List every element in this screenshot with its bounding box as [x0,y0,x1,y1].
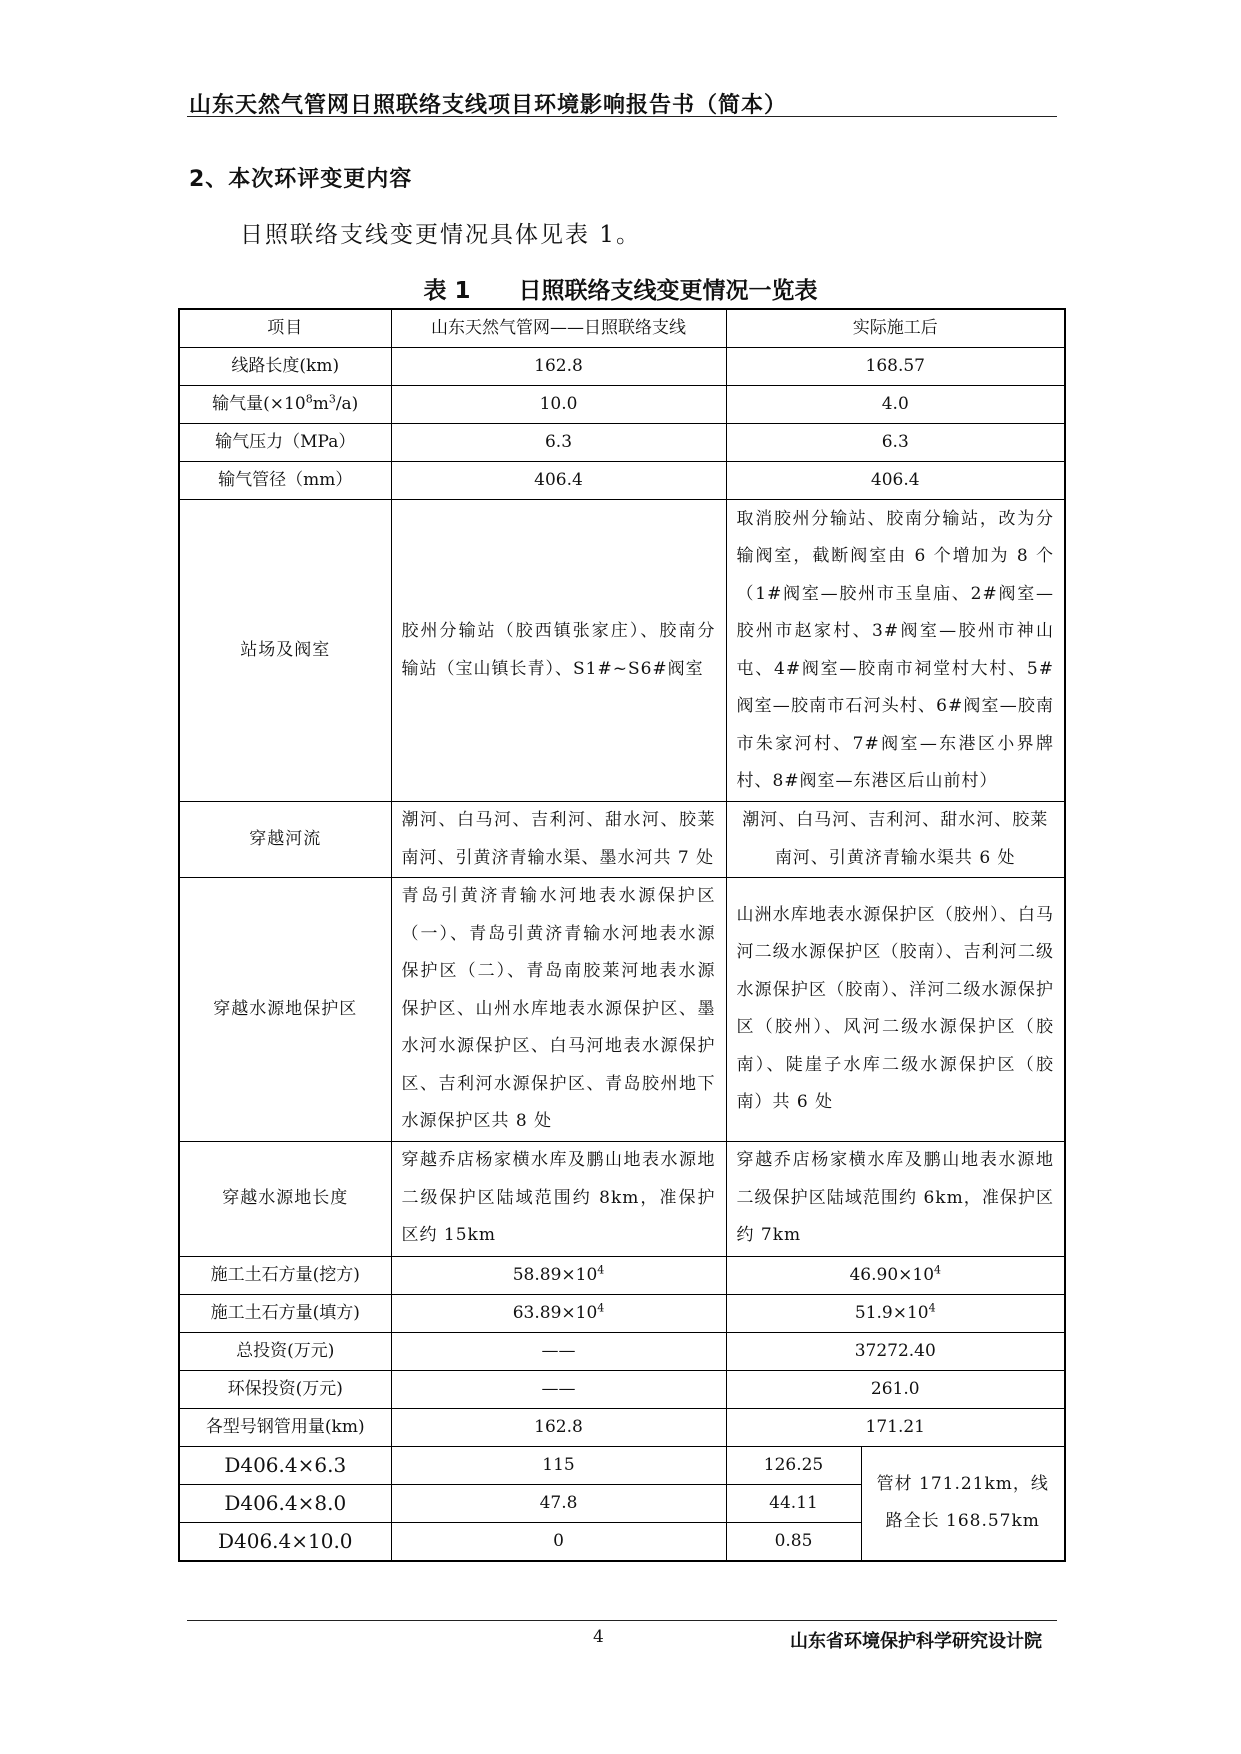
row-original: $58.89\times 10^4$ [391,1256,726,1294]
table-row [179,1141,1065,1256]
row-actual: 261.0 [726,1370,1065,1408]
row-original: 潮河、白马河、吉利河、甜水河、胶莱南河、引黄济青输水渠、墨水河共 7 处 [391,802,726,878]
row-original: 10.0 [391,386,726,424]
change-table [178,308,1066,1562]
table-row [179,1370,1065,1408]
table-row [179,1332,1065,1370]
table-row [179,424,1065,462]
pipe-actual: 126.25 [726,1446,861,1484]
row-original: —— [391,1370,726,1408]
page-number: 4 [593,1627,604,1647]
table-row [179,348,1065,386]
row-actual: 6.3 [726,424,1065,462]
intro-text: 日照联络支线变更情况具体见表 1。 [240,222,641,248]
table-header-row [179,309,1065,348]
section-heading: 2、本次环评变更内容 [189,167,413,192]
header-cell: 实际施工后 [726,309,1065,348]
row-label: 总投资(万元) [179,1332,391,1370]
row-actual: 山洲水库地表水源保护区（胶州）、白马河二级水源保护区（胶南）、吉利河二级水源保护区（胶南）、洋河二级水源保护区（胶州）、风河二级水源保护区（胶南）、陡崖子水库二级水源保护区（胶南）共 6 处 [726,878,1065,1142]
header-cell: 项目 [179,309,391,348]
row-label: 输气量$(\times 10^8m^3/a)$ [179,386,391,424]
row-label: 穿越河流 [179,802,391,878]
table-caption [0,272,1241,305]
table-row [179,1256,1065,1294]
row-actual: $46.90\times 10^4$ [726,1256,1065,1294]
header-cell: 山东天然气管网——日照联络支线 [391,309,726,348]
pipe-spec: D406.4×8.0 [179,1484,391,1522]
page-header [187,84,1057,117]
row-original: 406.4 [391,462,726,500]
row-original: —— [391,1332,726,1370]
header-title: 山东天然气管网日照联络支线项目环境影响报告书（简本） [189,93,788,118]
row-original: 青岛引黄济青输水河地表水源保护区（一）、青岛引黄济青输水河地表水源保护区（二）、青岛南胶莱河地表水源保护区、山州水库地表水源保护区、墨水河水源保护区、白马河地表水源保护区、吉利河水源保护区、青岛胶州地下水源保护区共 8 处 [391,878,726,1142]
row-original: 162.8 [391,1408,726,1446]
table-row [179,462,1065,500]
table-row [179,1408,1065,1446]
pipe-original: 115 [391,1446,726,1484]
row-label: 施工土石方量(填方) [179,1294,391,1332]
row-original: $63.89\times 10^4$ [391,1294,726,1332]
table-row [179,878,1065,1142]
footer-organization: 山东省环境保护科学研究设计院 [790,1631,1042,1652]
row-label: 环保投资(万元) [179,1370,391,1408]
pipe-spec: D406.4×6.3 [179,1446,391,1484]
row-label: 输气压力（MPa） [179,424,391,462]
row-original: 胶州分输站（胶西镇张家庄）、胶南分输站（宝山镇长青）、S1#~S6#阀室 [391,500,726,802]
row-original: 6.3 [391,424,726,462]
row-original: 162.8 [391,348,726,386]
row-actual: 取消胶州分输站、胶南分输站，改为分输阀室，截断阀室由 6 个增加为 8 个（1#阀室—胶州市玉皇庙、2#阀室—胶州市赵家村、3#阀室—胶州市神山屯、4#阀室—胶南市祠堂村大村、5#阀室—胶南市石河头村、6#阀室—胶南市朱家河村、7#阀室—东港区小界牌村、8#阀室—东港区后山前村） [726,500,1065,802]
row-actual: 168.57 [726,348,1065,386]
row-label: 输气管径（mm） [179,462,391,500]
row-label: 线路长度(km) [179,348,391,386]
row-actual: 171.21 [726,1408,1065,1446]
table-row [179,802,1065,878]
row-label: 穿越水源地保护区 [179,878,391,1142]
pipe-original: 0 [391,1522,726,1561]
pipe-spec: D406.4×10.0 [179,1522,391,1561]
row-actual: 4.0 [726,386,1065,424]
pipe-original: 47.8 [391,1484,726,1522]
pipe-row [179,1446,1065,1484]
table-caption-title: 日照联络支线变更情况一览表 [518,278,818,304]
row-actual: 406.4 [726,462,1065,500]
table-caption-number: 表 1 [423,278,471,304]
row-actual: $51.9\times 10^4$ [726,1294,1065,1332]
row-label: 站场及阀室 [179,500,391,802]
row-actual: 穿越乔店杨家横水库及鹏山地表水源地二级保护区陆域范围约 6km，准保护区约 7km [726,1141,1065,1256]
row-actual: 37272.40 [726,1332,1065,1370]
row-original: 穿越乔店杨家横水库及鹏山地表水源地二级保护区陆域范围约 8km，准保护区约 15km [391,1141,726,1256]
pipe-actual: 44.11 [726,1484,861,1522]
row-actual: 潮河、白马河、吉利河、甜水河、胶莱南河、引黄济青输水渠共 6 处 [726,802,1065,878]
table-row [179,500,1065,802]
pipe-note: 管材 171.21km，线路全长 168.57km [861,1446,1065,1561]
row-label: 施工土石方量(挖方) [179,1256,391,1294]
footer-divider [187,1620,1057,1621]
pipe-actual: 0.85 [726,1522,861,1561]
table-row [179,386,1065,424]
row-label: 各型号钢管用量(km) [179,1408,391,1446]
row-label: 穿越水源地长度 [179,1141,391,1256]
table-row [179,1294,1065,1332]
